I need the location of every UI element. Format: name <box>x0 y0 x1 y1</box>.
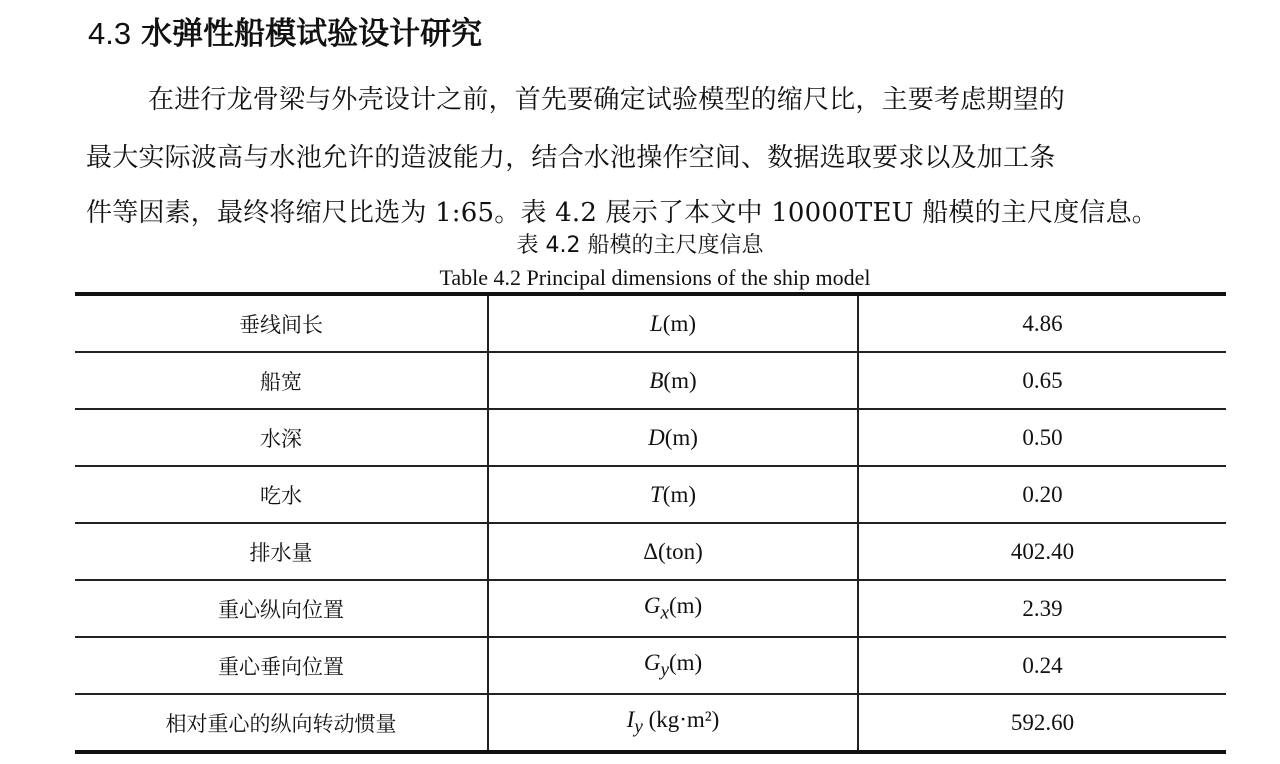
symbol-letter: G <box>643 592 661 618</box>
parameter-name-cell: 相对重心的纵向转动惯量 <box>75 694 488 752</box>
paragraph-line: 件等因素，最终将缩尺比选为 1:65。表 4.2 展示了本文中 10000TEU 船模的主尺度信息。 <box>86 198 1159 228</box>
table-row <box>75 694 1226 752</box>
symbol-letter: D <box>648 424 665 450</box>
symbol-letter: G <box>643 649 661 675</box>
parameter-symbol-cell <box>488 523 858 580</box>
table-row <box>75 466 1226 523</box>
parameter-symbol-cell <box>488 352 858 409</box>
parameter-value-cell: 592.60 <box>858 694 1226 752</box>
unit-label: (m) <box>662 481 696 507</box>
unit-label: (m) <box>668 592 703 618</box>
paragraph-line: 最大实际波高与水池允许的造波能力，结合水池操作空间、数据选取要求以及加工条 <box>86 143 1056 173</box>
table-row <box>75 352 1226 409</box>
paragraph-line: 在进行龙骨梁与外壳设计之前，首先要确定试验模型的缩尺比，主要考虑期望的 <box>148 85 1066 115</box>
section-number: 4.3 <box>88 16 132 51</box>
parameter-name-cell: 重心垂向位置 <box>75 637 488 694</box>
table-caption-english: Table 4.2 Principal dimensions of the ship model <box>439 265 871 290</box>
parameter-name-cell: 排水量 <box>75 523 488 580</box>
parameter-symbol-cell <box>488 466 858 523</box>
table-caption-chinese: 表 4.2 船模的主尺度信息 <box>516 233 764 258</box>
parameter-value-cell: 402.40 <box>858 523 1226 580</box>
symbol-letter: B <box>649 367 664 393</box>
section-heading <box>88 10 482 58</box>
parameter-name-cell: 重心纵向位置 <box>75 580 488 637</box>
table-row <box>75 637 1226 694</box>
parameter-symbol-cell <box>488 637 858 694</box>
section-title: 水弹性船模试验设计研究 <box>141 16 483 52</box>
unit-label: (m) <box>663 367 697 393</box>
parameter-symbol-cell <box>488 409 858 466</box>
unit-label: (m) <box>664 424 698 450</box>
symbol-subscript: y <box>660 659 669 681</box>
parameter-symbol-cell <box>488 294 858 352</box>
unit-label: (kg·m²) <box>642 706 720 732</box>
table-row <box>75 523 1226 580</box>
parameter-name-cell: 吃水 <box>75 466 488 523</box>
symbol-letter: Δ <box>643 538 659 564</box>
parameter-value-cell: 0.50 <box>858 409 1226 466</box>
parameter-name-cell: 船宽 <box>75 352 488 409</box>
parameter-name-cell: 水深 <box>75 409 488 466</box>
table-row <box>75 409 1226 466</box>
symbol-letter: I <box>626 706 635 732</box>
unit-label: (ton) <box>658 538 703 564</box>
symbol-subscript: x <box>660 602 669 624</box>
dimensions-table <box>75 292 1226 754</box>
table-row <box>75 580 1226 637</box>
parameter-value-cell: 4.86 <box>858 294 1226 352</box>
table-row <box>75 294 1226 352</box>
parameter-value-cell: 0.20 <box>858 466 1226 523</box>
symbol-letter: T <box>649 481 663 507</box>
symbol-subscript: y <box>634 716 643 738</box>
unit-label: (m) <box>662 310 696 336</box>
parameter-value-cell: 0.65 <box>858 352 1226 409</box>
parameter-symbol-cell <box>488 694 858 752</box>
parameter-symbol-cell <box>488 580 858 637</box>
parameter-value-cell: 0.24 <box>858 637 1226 694</box>
parameter-name-cell: 垂线间长 <box>75 294 488 352</box>
unit-label: (m) <box>668 649 703 675</box>
symbol-letter: L <box>649 310 663 336</box>
parameter-value-cell: 2.39 <box>858 580 1226 637</box>
